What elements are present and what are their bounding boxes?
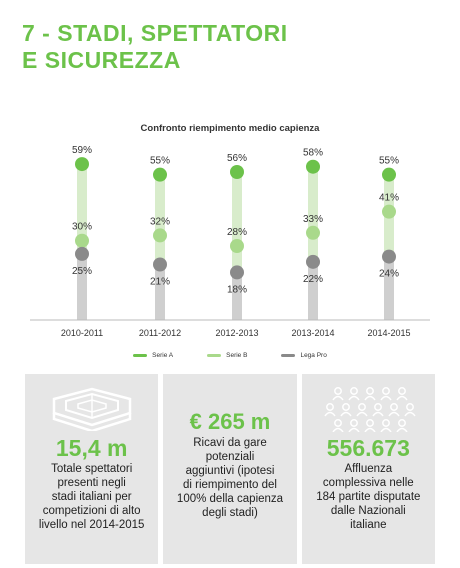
legend-swatch-lega-pro [281, 354, 295, 357]
lega-pro-track-2012-2013 [232, 272, 242, 320]
stat-text-attendance: Affluenza complessiva nelle 184 partite disputate dalle Nazionali italiane [316, 463, 421, 531]
fill-rate-chart [0, 135, 460, 370]
tick-label-2012-2013: 2012-2013 [215, 328, 259, 338]
label-serie-b-2014-2015: 41% [378, 192, 400, 204]
label-serie-b-2012-2013: 28% [226, 227, 248, 238]
label-serie-a-2012-2013: 56% [226, 153, 248, 164]
point-lega-pro-2012-2013 [230, 265, 244, 279]
lega-pro-track-2014-2015 [384, 257, 394, 320]
label-serie-a-2011-2012: 55% [149, 155, 171, 167]
stat-card-spectators [25, 374, 158, 564]
title-line-1: 7 - STADI, SPETTATORI [22, 20, 288, 46]
point-serie-a-2014-2015 [382, 168, 396, 182]
legend-serie-b [207, 352, 247, 359]
legend-swatch-serie-a [133, 354, 147, 357]
crowd-icon [320, 384, 416, 432]
stat-value-attendance: 556.673 [326, 435, 410, 461]
point-lega-pro-2010-2011 [75, 247, 89, 261]
point-serie-b-2013-2014 [306, 226, 320, 240]
label-serie-a-2010-2011: 59% [71, 145, 93, 157]
label-lega-pro-2013-2014: 22% [302, 273, 324, 285]
legend-swatch-serie-b [207, 354, 221, 357]
label-serie-a-2013-2014: 58% [302, 147, 324, 159]
chart-title: Confronto riempimento medio capienza [140, 123, 320, 134]
label-lega-pro-2010-2011: 25% [71, 265, 93, 277]
tick-label-2011-2012: 2011-2012 [138, 328, 182, 338]
point-serie-b-2011-2012 [153, 228, 167, 242]
lega-pro-track-2013-2014 [308, 262, 318, 320]
stats-cards [25, 374, 435, 564]
point-serie-a-2011-2012 [153, 168, 167, 182]
legend-label-serie-b: Serie B [226, 352, 248, 359]
stat-card-revenue [163, 374, 296, 564]
page-title [22, 20, 288, 74]
stat-text-revenue: Ricavi da gare potenziali aggiuntivi (ipotesi di riempimento del 100% della capienza degli stadi) [176, 437, 284, 519]
label-lega-pro-2011-2012: 21% [149, 276, 171, 288]
point-serie-b-2014-2015 [382, 205, 396, 219]
point-serie-a-2010-2011 [75, 157, 89, 171]
lega-pro-track-2010-2011 [77, 254, 87, 320]
label-serie-b-2011-2012: 32% [149, 216, 171, 228]
label-lega-pro-2012-2013: 18% [226, 284, 248, 296]
label-serie-b-2010-2011: 30% [71, 221, 93, 233]
legend-serie-a [133, 352, 173, 359]
lega-pro-track-2011-2012 [155, 265, 165, 321]
point-serie-a-2012-2013 [230, 165, 244, 179]
label-serie-b-2013-2014: 33% [302, 213, 324, 225]
point-lega-pro-2013-2014 [306, 255, 320, 269]
stat-value-revenue: € 265 m [189, 409, 271, 434]
label-lega-pro-2014-2015: 24% [378, 268, 400, 280]
title-line-2: E SICUREZZA [22, 47, 181, 73]
tick-label-2013-2014: 2013-2014 [291, 328, 335, 338]
point-lega-pro-2011-2012 [153, 258, 167, 272]
label-serie-a-2014-2015: 55% [378, 155, 400, 167]
stat-value-spectators: 15,4 m [55, 435, 128, 461]
stadium-icon [46, 384, 138, 432]
legend-lega-pro [281, 352, 326, 359]
point-serie-b-2010-2011 [75, 234, 89, 248]
stat-text-spectators: Totale spettatori presenti negli stadi italiani per competizioni di alto livello nel 2014-2015 [38, 463, 145, 531]
legend-label-serie-a: Serie A [152, 352, 174, 359]
tick-label-2010-2011: 2010-2011 [60, 328, 104, 338]
point-serie-b-2012-2013 [230, 239, 244, 253]
point-lega-pro-2014-2015 [382, 250, 396, 264]
stat-card-attendance [302, 374, 435, 564]
tick-label-2014-2015: 2014-2015 [367, 328, 411, 338]
chart-legend [0, 352, 460, 359]
point-serie-a-2013-2014 [306, 160, 320, 174]
legend-label-lega-pro: Lega Pro [300, 352, 327, 359]
